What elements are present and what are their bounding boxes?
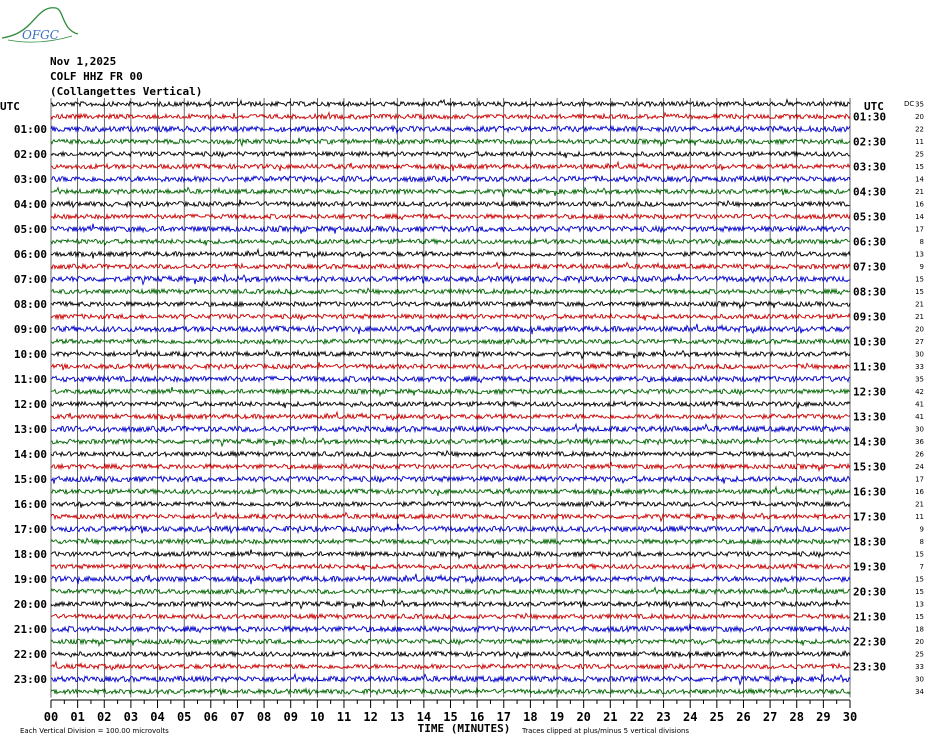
dc-offset-label: 20 <box>915 325 924 334</box>
dc-offset-label: 15 <box>915 163 924 171</box>
dc-offset-label: 33 <box>915 663 924 671</box>
x-tick-label: 15 <box>443 710 458 724</box>
dc-offset-label: 21 <box>915 188 924 196</box>
dc-offset-label: 14 <box>915 213 924 221</box>
right-hour-label: 16:30 <box>853 485 887 499</box>
utc-left-label: UTC <box>0 100 20 113</box>
x-axis-title: TIME (MINUTES) <box>417 722 511 735</box>
x-tick-label: 01 <box>70 710 85 724</box>
dc-offset-label: 27 <box>915 338 924 346</box>
dc-offset-label: 35 <box>915 375 924 384</box>
x-tick-label: 30 <box>842 710 858 724</box>
station-label: COLF HHZ FR 00 <box>50 70 143 83</box>
dc-offset-label: 9 <box>919 525 924 534</box>
right-hour-label: 19:30 <box>853 560 887 574</box>
dc-offset-label: 15 <box>915 575 924 584</box>
dc-offset-label: 30 <box>915 675 924 684</box>
right-hour-label: 07:30 <box>853 260 887 274</box>
left-hour-label: 20:00 <box>13 598 47 611</box>
dc-offset-label: 36 <box>915 438 924 446</box>
left-hour-label: 03:00 <box>13 173 47 186</box>
dc-offset-label: 15 <box>915 275 924 284</box>
dc-offset-label: 42 <box>915 388 924 396</box>
dc-offset-label: 20 <box>915 113 924 121</box>
right-hour-label: 21:30 <box>853 610 887 624</box>
dc-offset-label: 17 <box>915 225 924 234</box>
right-hour-label: 11:30 <box>853 360 887 374</box>
left-hour-label: 08:00 <box>13 298 47 311</box>
dc-offset-label: 7 <box>919 563 924 571</box>
right-hour-label: 23:30 <box>853 660 887 674</box>
dc-offset-label: 15 <box>915 588 924 596</box>
x-tick-label: 08 <box>256 710 272 724</box>
dc-offset-label: 21 <box>915 500 924 509</box>
x-tick-label: 03 <box>123 710 139 724</box>
logo-text: OFGC <box>22 28 59 42</box>
right-hour-label: 17:30 <box>853 510 887 524</box>
right-hour-label: 15:30 <box>853 460 887 474</box>
x-tick-label: 14 <box>416 710 432 724</box>
dc-offset-label: 14 <box>915 175 924 184</box>
left-hour-label: 17:00 <box>13 523 47 536</box>
left-hour-label: 11:00 <box>13 373 47 386</box>
left-hour-label: 16:00 <box>13 498 47 511</box>
left-hour-label: 14:00 <box>13 448 47 461</box>
dc-label: DC <box>904 100 915 108</box>
dc-offset-label: 15 <box>915 288 924 296</box>
x-tick-label: 29 <box>816 710 831 724</box>
left-hour-label: 07:00 <box>13 273 47 286</box>
x-tick-label: 13 <box>390 710 405 724</box>
left-hour-label: 10:00 <box>13 348 47 361</box>
x-tick-label: 17 <box>496 710 511 724</box>
x-tick-label: 19 <box>549 710 565 724</box>
dc-offset-label: 16 <box>915 488 924 496</box>
dc-offset-label: 41 <box>915 400 924 409</box>
right-hour-label: 10:30 <box>853 335 887 349</box>
right-hour-label: 20:30 <box>853 585 887 599</box>
x-tick-label: 00 <box>43 710 59 724</box>
dc-offset-label: 41 <box>915 413 924 421</box>
dc-offset-label: 9 <box>919 263 924 271</box>
right-hour-label: 18:30 <box>853 535 887 549</box>
left-hour-label: 04:00 <box>13 198 47 211</box>
dc-offset-label: 21 <box>915 300 924 309</box>
dc-offset-labels <box>915 101 924 697</box>
dc-offset-label: 18 <box>915 625 924 634</box>
dc-offset-label: 11 <box>915 513 924 521</box>
dc-offset-label: 30 <box>915 350 924 359</box>
x-tick-label: 02 <box>97 710 112 724</box>
dc-offset-label: 24 <box>915 463 924 471</box>
left-hour-label: 09:00 <box>13 323 47 336</box>
dc-offset-label: 13 <box>915 600 924 609</box>
dc-offset-label: 30 <box>915 425 924 434</box>
dc-offset-label: 8 <box>919 538 924 546</box>
right-hour-label: 14:30 <box>853 435 887 449</box>
left-hour-label: 22:00 <box>13 648 47 661</box>
x-tick-label: 25 <box>709 710 725 724</box>
x-tick-label: 20 <box>576 710 591 724</box>
x-tick-label: 10 <box>310 710 325 724</box>
right-hour-label: 09:30 <box>853 310 887 324</box>
x-tick-label: 24 <box>682 710 698 724</box>
dc-offset-label: 33 <box>915 363 924 371</box>
left-hour-label: 23:00 <box>13 673 47 686</box>
right-hour-label: 08:30 <box>853 285 887 299</box>
right-hour-label: 02:30 <box>853 135 887 149</box>
dc-offset-label: 21 <box>915 313 924 321</box>
x-tick-label: 07 <box>230 710 245 724</box>
left-hour-label: 21:00 <box>13 623 47 636</box>
right-hour-label: 12:30 <box>853 385 887 399</box>
left-hour-label: 02:00 <box>13 148 47 161</box>
right-hour-label: 04:30 <box>853 185 887 199</box>
x-tick-label: 04 <box>150 710 165 724</box>
left-hour-label: 18:00 <box>13 548 47 561</box>
right-hour-labels <box>853 111 886 674</box>
footer-clip-note: Traces clipped at plus/minus 5 vertical divisions <box>522 727 690 735</box>
dc-offset-label: 26 <box>915 450 924 459</box>
x-tick-label: 28 <box>789 710 804 724</box>
x-tick-label: 27 <box>762 710 778 724</box>
x-tick-label: 16 <box>469 710 485 724</box>
dc-offset-label: 11 <box>915 138 924 146</box>
left-hour-label: 13:00 <box>13 423 47 436</box>
right-hour-label: 01:30 <box>853 110 887 124</box>
date-label: Nov 1,2025 <box>50 55 117 68</box>
dc-offset-label: 16 <box>915 200 924 209</box>
left-hour-label: 05:00 <box>13 223 47 236</box>
x-tick-label: 18 <box>523 710 538 724</box>
location-label: (Collangettes Vertical) <box>50 85 203 98</box>
dc-offset-label: 34 <box>915 688 924 696</box>
utc-right-label: UTC <box>864 100 884 113</box>
right-hour-label: 03:30 <box>853 160 887 174</box>
x-tick-label: 12 <box>363 710 378 724</box>
x-tick-label: 11 <box>336 710 352 724</box>
right-hour-label: 22:30 <box>853 635 887 649</box>
x-tick-label: 09 <box>283 710 298 724</box>
left-hour-labels <box>14 123 47 686</box>
left-hour-label: 01:00 <box>13 123 47 136</box>
dc-offset-label: 8 <box>919 238 924 246</box>
right-hour-label: 05:30 <box>853 210 887 224</box>
x-tick-label: 22 <box>629 710 645 724</box>
right-hour-label: 13:30 <box>853 410 887 424</box>
dc-offset-label: 22 <box>915 125 924 134</box>
chart-grid <box>51 98 850 698</box>
dc-offset-label: 17 <box>915 475 924 484</box>
right-hour-label: 06:30 <box>853 235 887 249</box>
x-tick-label: 23 <box>656 710 671 724</box>
footer-scale-note: Each Vertical Division = 100.00 microvolts <box>20 727 169 735</box>
left-hour-label: 19:00 <box>13 573 47 586</box>
dc-offset-label: 25 <box>915 650 924 659</box>
dc-offset-label: 35 <box>915 100 924 109</box>
dc-offset-label: 15 <box>915 613 924 621</box>
left-hour-label: 06:00 <box>13 248 47 261</box>
dc-offset-label: 15 <box>915 550 924 559</box>
x-tick-label: 26 <box>736 710 751 724</box>
left-hour-label: 15:00 <box>13 473 47 486</box>
x-tick-label: 05 <box>176 710 192 724</box>
dc-offset-label: 25 <box>915 150 924 159</box>
x-tick-label: 21 <box>603 710 618 724</box>
x-axis <box>44 700 857 724</box>
left-hour-label: 12:00 <box>13 398 47 411</box>
x-tick-label: 06 <box>203 710 219 724</box>
dc-offset-label: 20 <box>915 638 924 646</box>
dc-offset-label: 13 <box>915 250 924 259</box>
